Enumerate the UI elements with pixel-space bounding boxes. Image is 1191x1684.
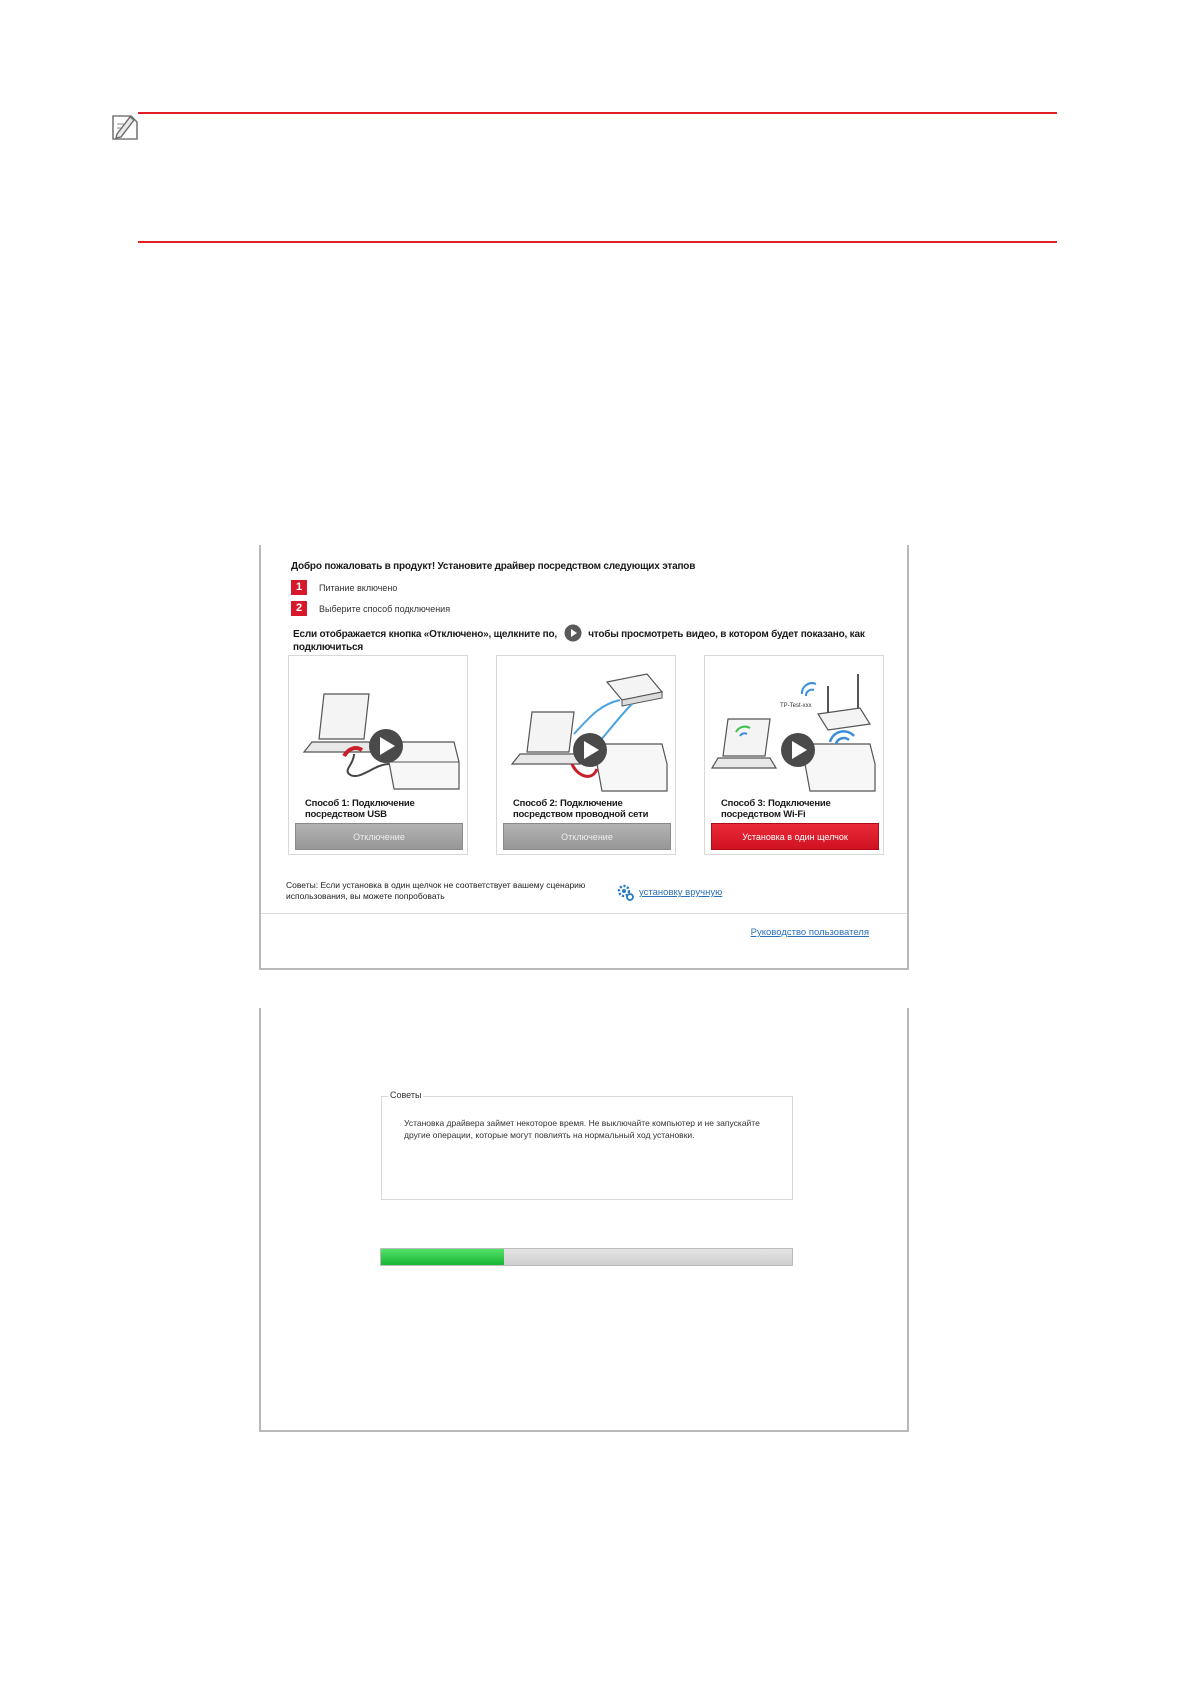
video-hint xyxy=(293,624,883,654)
connection-card-wifi[interactable] xyxy=(704,655,884,855)
tips-text: Советы: Если установка в один щелчок не соответствует вашему сценарию использования, вы можете попробовать xyxy=(286,880,586,901)
step-label: Выберите способ подключения xyxy=(319,603,451,614)
tips-group xyxy=(381,1090,793,1200)
installer-welcome-window xyxy=(259,545,909,970)
note-top-rule xyxy=(138,112,1057,114)
tips-message: Установка драйвера займет некоторое время. Не выключайте компьютер и не запускайте другие операции, которые могут повлиять на нормальный ход установки. xyxy=(404,1118,760,1140)
tips-legend: Советы xyxy=(390,1090,422,1100)
card-title: Способ 2: Подключение посредством проводной сети xyxy=(513,798,649,820)
wifi-connection-illustration xyxy=(710,664,880,794)
step-number-badge: 2 xyxy=(291,601,307,616)
video-hint-text-after: чтобы просмотреть видео, в котором будет показано, как подключиться xyxy=(293,629,865,653)
router-label: TP-Test-xxx xyxy=(780,703,812,709)
user-guide-link[interactable]: Руководство пользователя xyxy=(750,927,869,938)
step-label: Питание включено xyxy=(319,582,398,593)
connection-card-usb[interactable] xyxy=(288,655,468,855)
card-title: Способ 3: Подключение посредством Wi-Fi xyxy=(721,798,831,820)
wired-disconnected-button[interactable]: Отключение xyxy=(503,823,671,850)
manual-install-link[interactable]: установку вручную xyxy=(639,887,723,898)
gear-icon xyxy=(617,883,635,901)
install-progress-bar xyxy=(380,1248,793,1266)
video-hint-text-before: Если отображается кнопка «Отключено», щелкните по, xyxy=(293,629,557,640)
card-title: Способ 1: Подключение посредством USB xyxy=(305,798,415,820)
usb-disconnected-button[interactable]: Отключение xyxy=(295,823,463,850)
one-click-install-button[interactable]: Установка в один щелчок xyxy=(711,823,879,850)
footer-divider xyxy=(261,913,907,914)
progress-fill xyxy=(381,1249,504,1265)
step-power-on xyxy=(291,580,397,595)
installer-progress-window xyxy=(259,1008,909,1432)
step-choose-connection xyxy=(291,601,450,616)
step-number-badge: 1 xyxy=(291,580,307,595)
note-pencil-icon xyxy=(111,112,141,142)
note-bottom-rule xyxy=(138,241,1057,243)
usb-connection-illustration xyxy=(294,664,464,794)
wired-connection-illustration xyxy=(502,664,672,794)
welcome-heading: Добро пожаловать в продукт! Установите драйвер посредством следующих этапов xyxy=(291,561,696,572)
play-icon xyxy=(564,624,582,642)
connection-card-wired[interactable] xyxy=(496,655,676,855)
